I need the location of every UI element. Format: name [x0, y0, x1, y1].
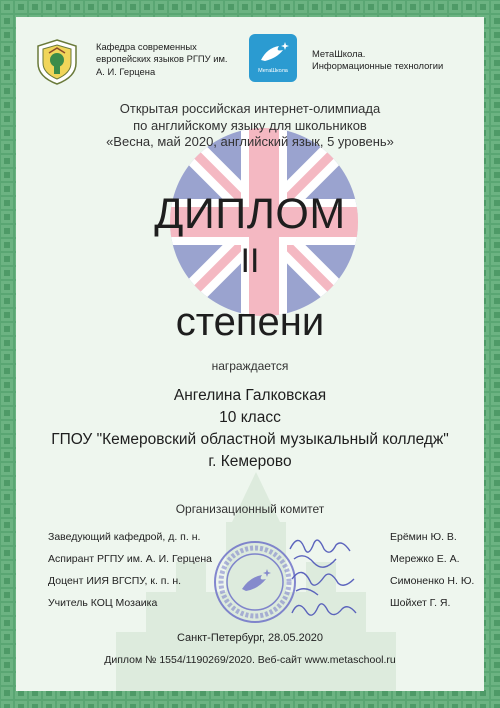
diploma-number: Диплом № 1554/1190269/2020. Веб-сайт www.metaschool.ru — [104, 654, 396, 666]
metaschool-bird-icon — [249, 34, 297, 68]
committee-heading: Организационный комитет — [175, 502, 325, 516]
member-position: Учитель КОЦ Мозаика — [48, 597, 158, 609]
metaschool-line: Информационные технологии — [312, 60, 444, 72]
olympiad-line: «Весна, май 2020, английский язык, 5 уровень» — [106, 134, 394, 149]
winner-city: г. Кемерово — [208, 453, 292, 470]
winner-name: Ангелина Галковская — [173, 387, 327, 404]
metaschool-logo-icon — [249, 34, 297, 82]
winner-block — [16, 385, 484, 473]
metaschool-logo-caption: МетаШкола — [258, 68, 288, 74]
diploma-degree: II — [240, 242, 260, 280]
member-position: Аспирант РГПУ им. А. И. Герцена — [48, 553, 213, 565]
member-position: Заведующий кафедрой, д. п. н. — [48, 531, 201, 543]
department-line: европейских языков РГПУ им. — [96, 53, 228, 65]
diploma-title: ДИПЛОМ — [154, 190, 346, 238]
diploma-degree-word: степени — [175, 300, 325, 344]
metaschool-text — [312, 48, 472, 73]
winner-grade: 10 класс — [219, 409, 281, 426]
awarded-label: награждается — [211, 359, 289, 373]
winner-school: ГПОУ "Кемеровский областной музыкальный колледж" — [51, 431, 449, 448]
handwritten-signatures — [284, 529, 364, 625]
department-line: Кафедра современных — [96, 41, 197, 52]
university-crest-icon — [36, 39, 78, 85]
olympiad-title — [16, 101, 484, 151]
member-name: Симоненко Н. Ю. — [390, 575, 475, 587]
place-date: Санкт-Петербург, 28.05.2020 — [176, 632, 324, 644]
department-text — [96, 41, 246, 78]
member-name: Шойхет Г. Я. — [390, 597, 451, 609]
diploma-sheet — [16, 17, 484, 691]
member-name: Ерёмин Ю. В. — [390, 531, 457, 543]
olympiad-line: по английскому языку для школьников — [133, 117, 367, 133]
department-line: А. И. Герцена — [96, 65, 156, 77]
olympiad-line: Открытая российская интернет-олимпиада — [119, 101, 381, 116]
member-name: Мережко Е. А. — [390, 553, 460, 565]
member-position: Доцент ИИЯ ВГСПУ, к. п. н. — [48, 575, 182, 587]
metaschool-line: МетаШкола. — [312, 48, 366, 59]
